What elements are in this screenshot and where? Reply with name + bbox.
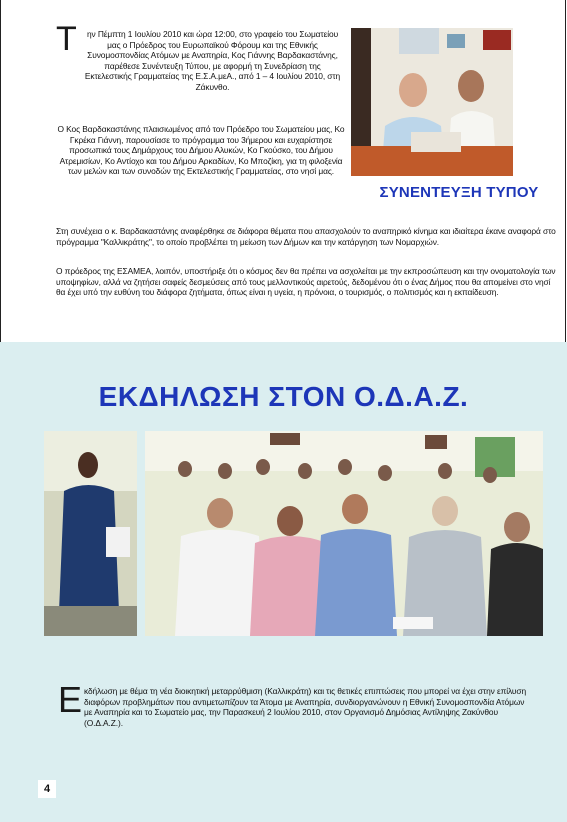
press-conference-heading: ΣΥΝΕΝΤΕΥΞΗ ΤΥΠΟΥ <box>379 184 539 201</box>
top-paragraph-1: ην Πέμπτη 1 Ιουλίου 2010 και ώρα 12:00, στο γραφείο του Σωματείου μας ο Πρόεδρος του Ευρωπαϊκού Φόρουμ και της Εθνικής Συνομοσπονδίας Ατόμων με Αναπηρία, Κος Γιάννης Βαρδακαστάνης, παρέθεσε Συνέντευξη Τύπου, με αφορμή τη Συνεδρίαση της Εκτελεστικής Γραμματείας της Ε.Σ.Α.μεΑ., από 1 – 4 Ιουλίου 2010, στη Ζάκυνθο. <box>84 29 341 92</box>
top-paragraph-4: Ο πρόεδρος της ΕΣΑΜΕΑ, λοιπόν, υποστήριξε ότι ο κόσμος δεν θα πρέπει να ασχολείται με την εκπροσώπευση και την ονοματολογία των υποψηφίων, αλλά να ζητήσει σαφείς δεσμεύσεις από τους μελλοντικούς αιρετούς, δεδομένου ότι ο ένας Δήμος που θα απομείνει στο νησί θα έχει υπό την ευθύνη του διάφορα ζητήματα, όπως είναι η υγεία, η πρόνοια, ο τουρισμός, ο πολιτισμός και η εκπαίδευση. <box>56 266 556 298</box>
press-conference-photo <box>351 28 513 176</box>
speaker-photo <box>44 431 137 636</box>
bottom-paragraph-1: κδήλωση με θέμα τη νέα διοικητική μεταρρύθμιση (Καλλικράτη) και τις θετικές επιπτώσεις που μπορεί να έχει στην επίλυση διαφόρων προβλημάτων που αντιμετωπίζουν τα Άτομα με Αναπηρία, συνδιοργανώνουν η Εθνική Συνομοσπονδία Ατόμων με Αναπηρία και το Σωματείο μας, την Παρασκευή 2 Ιουλίου 2010, στον Οργανισμό Δημόσιας Αντίληψης Ζακύνθου (Ο.Δ.Α.Ζ.). <box>84 686 527 728</box>
dropcap-t: Τ <box>56 20 77 58</box>
audience-photo <box>145 431 543 636</box>
event-heading: ΕΚΔΗΛΩΣΗ ΣΤΟΝ Ο.Δ.Α.Ζ. <box>98 381 469 412</box>
dropcap-e: Ε <box>58 679 83 720</box>
top-paragraph-3: Στη συνέχεια ο κ. Βαρδακαστάνης αναφέρθηκε σε διάφορα θέματα που απασχολούν το αναπηρικό κίνημα και ιδιαίτερα έκανε αναφορά στο πρόγραμμα "Καλλικράτης", το οποίο προβλέπει τη μείωση των Δήμων και την κατάργηση των Νομαρχιών. <box>56 226 556 247</box>
page-number: 4 <box>38 780 56 798</box>
top-paragraph-2: Ο Κος Βαρδακαστάνης πλαισιωμένος από τον Πρόεδρο του Σωματείου μας, Κο Γκρέκα Γιάννη, παρουσίασε το πρόγραμμα του 3ήμερου και ευχαρίστησε προσωπικά τους Δημάρχους του Δήμου Αλυκών, Κο Γκούσκο, του Δήμου Ατρεμισίων, Κο Αντίοχο και του Δήμου Αρκαδίων, Κο Μποζίκη, για τη φιλοξενία των μελών και των συνοδών της Εκτελεστικής Γραμματείας, στο νησί μας. <box>57 124 345 177</box>
